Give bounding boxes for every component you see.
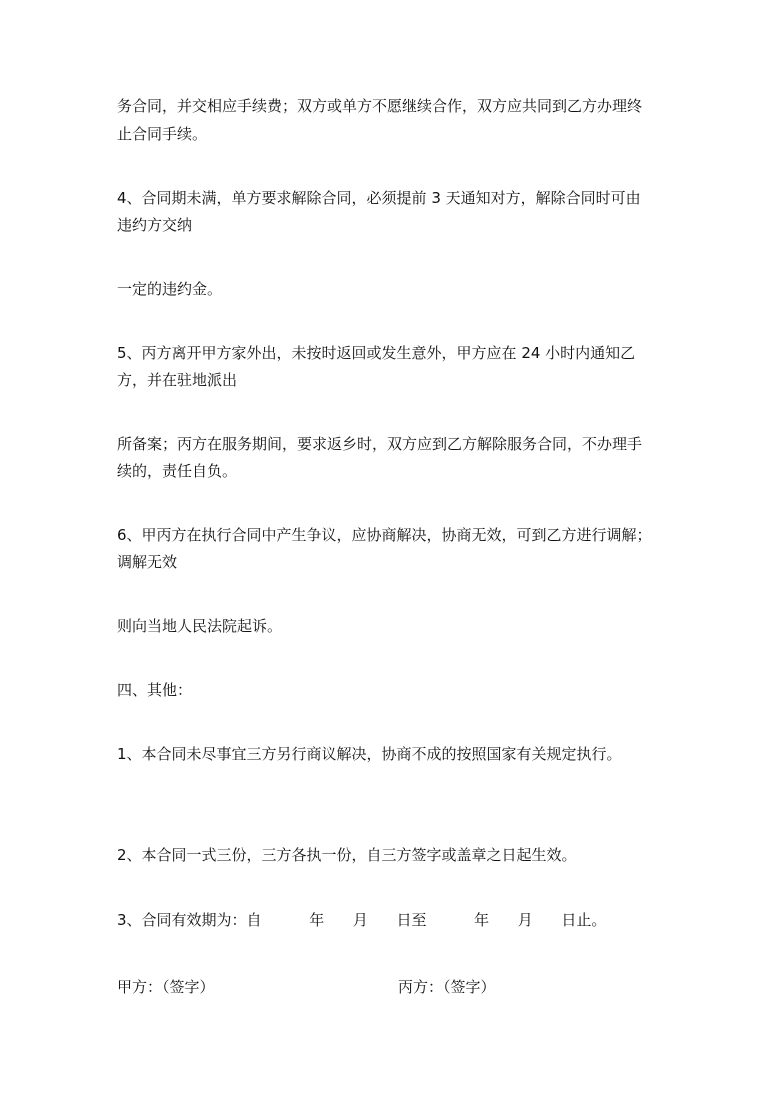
clause-4-line-3: 一定的违约金。 (117, 280, 223, 298)
clause-5-line-2: 方，并在驻地派出 (117, 371, 238, 389)
clause-5-line-1: 5、丙方离开甲方家外出，未按时返回或发生意外，甲方应在 24 小时内通知乙 (117, 344, 636, 362)
clause-4-line-1: 4、合同期未满，单方要求解除合同，必须提前 3 天通知对方，解除合同时可由 (117, 189, 641, 207)
other-clause-1: 1、本合同未尽事宜三方另行商议解决，协商不成的按照国家有关规定执行。 (117, 745, 622, 763)
other-clause-2: 2、本合同一式三份，三方各执一份，自三方签字或盖章之日起生效。 (117, 846, 577, 864)
clause-6-line-2: 调解无效 (117, 553, 178, 571)
other-clause-3: 3、合同有效期为：自 年 月 日至 年 月 日止。 (117, 911, 607, 929)
clause-4-line-2: 违约方交纳 (117, 216, 193, 234)
section-heading-other: 四、其他： (117, 681, 193, 699)
clause-5-line-4: 续的，责任自负。 (117, 462, 238, 480)
party-c-signature: 丙方：（签字） (398, 978, 496, 996)
clause-6-line-3: 则向当地人民法院起诉。 (117, 617, 283, 635)
party-a-signature: 甲方：（签字） (117, 978, 215, 996)
text-line-2: 止合同手续。 (117, 125, 208, 143)
clause-5-line-3: 所备案；丙方在服务期间，要求返乡时，双方应到乙方解除服务合同，不办理手 (117, 435, 643, 453)
text-line-1: 务合同，并交相应手续费；双方或单方不愿继续合作，双方应共同到乙方办理终 (117, 97, 643, 115)
clause-6-line-1: 6、甲丙方在执行合同中产生争议，应协商解决，协商无效，可到乙方进行调解； (117, 526, 652, 544)
